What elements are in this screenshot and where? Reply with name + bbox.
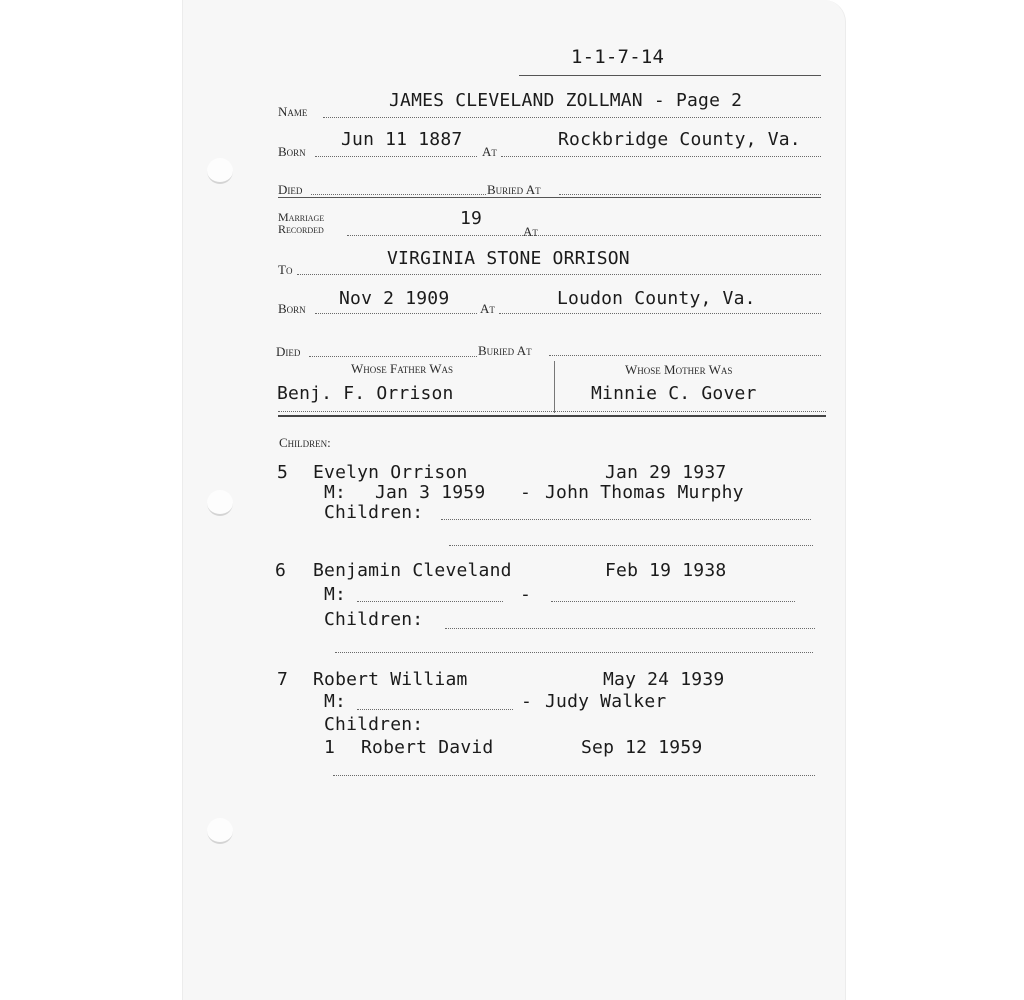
father-label: Whose Father Was xyxy=(351,361,454,376)
child-name: Benjamin Cleveland xyxy=(313,560,512,581)
mother-label: Whose Mother Was xyxy=(625,362,733,377)
child-marriage-label: M: xyxy=(324,482,347,503)
parents-line xyxy=(278,411,826,412)
child-children-label: Children: xyxy=(324,714,424,735)
child-marriage-label: M: xyxy=(324,584,347,605)
grandchild-number: 1 xyxy=(324,737,336,758)
child-marriage-dash: - xyxy=(521,691,533,712)
subject-name: JAMES CLEVELAND ZOLLMAN - Page 2 xyxy=(389,90,743,111)
to-line xyxy=(297,274,821,275)
spouse-born-place-line xyxy=(499,313,821,314)
born-date-line xyxy=(315,156,477,157)
child-birth-date: May 24 1939 xyxy=(603,669,725,690)
spouse-born-at-label: At xyxy=(480,301,495,316)
child-marriage-date: Jan 3 1959 xyxy=(375,482,486,503)
child-children-line xyxy=(441,519,811,520)
children-heading: Children: xyxy=(279,435,331,450)
child-number: 7 xyxy=(277,669,289,690)
marriage-at-label: At xyxy=(523,224,538,239)
grandchild-name: Robert David xyxy=(361,737,494,758)
child-spouse: Judy Walker xyxy=(545,691,667,712)
spouse-died-label: Died xyxy=(276,344,301,359)
child-spouse: John Thomas Murphy xyxy=(545,482,744,503)
punch-hole-bottom xyxy=(207,818,233,844)
child-children-label: Children: xyxy=(324,609,424,630)
spouse-born-date: Nov 2 1909 xyxy=(339,288,450,309)
subject-born-place: Rockbridge County, Va. xyxy=(558,129,801,150)
marriage-line xyxy=(347,235,821,236)
record-id: 1-1-7-14 xyxy=(571,46,665,68)
spouse-born-label: Born xyxy=(278,301,306,316)
child-children-line-2 xyxy=(335,652,813,653)
died-rule xyxy=(278,197,821,198)
died-label: Died xyxy=(278,182,303,197)
child-children-line xyxy=(445,628,815,629)
child-name: Evelyn Orrison xyxy=(313,462,468,483)
punch-hole-middle xyxy=(207,490,233,516)
buried-line xyxy=(559,194,821,195)
spouse-died-line xyxy=(309,356,477,357)
buried-at-label: Buried At xyxy=(487,182,541,197)
child-birth-date: Feb 19 1938 xyxy=(605,560,727,581)
spouse-name: VIRGINIA STONE ORRISON xyxy=(387,248,630,269)
spouse-buried-line xyxy=(549,355,821,356)
marriage-label: Marriage xyxy=(278,210,325,224)
child-name: Robert William xyxy=(313,669,468,690)
subject-born-date: Jun 11 1887 xyxy=(341,129,463,150)
spouse-born-date-line xyxy=(315,313,477,314)
child-marriage-dash: - xyxy=(520,584,532,605)
child-marriage-label: M: xyxy=(324,691,347,712)
marriage-year-prefix: 19 xyxy=(460,208,483,229)
child-marriage-dash: - xyxy=(520,482,532,503)
spouse-father: Benj. F. Orrison xyxy=(277,383,454,404)
grandchild-birth-date: Sep 12 1959 xyxy=(581,737,703,758)
spouse-born-place: Loudon County, Va. xyxy=(557,288,756,309)
record-id-rule xyxy=(519,75,821,76)
child-children-label: Children: xyxy=(324,502,424,523)
child-children-line-2 xyxy=(449,545,813,546)
grandchild-line xyxy=(333,775,815,776)
name-line xyxy=(323,117,821,118)
child-spouse-line xyxy=(551,601,795,602)
child-marriage-line xyxy=(357,709,513,710)
parents-divider xyxy=(554,361,555,413)
spouse-mother: Minnie C. Gover xyxy=(591,383,757,404)
spouse-buried-at-label: Buried At xyxy=(478,343,532,358)
died-line xyxy=(311,194,486,195)
recorded-label: Recorded xyxy=(278,222,324,236)
to-label: To xyxy=(278,262,293,277)
born-place-line xyxy=(501,156,821,157)
child-marriage-line xyxy=(357,601,503,602)
child-birth-date: Jan 29 1937 xyxy=(605,462,727,483)
record-card xyxy=(182,0,846,1000)
child-number: 5 xyxy=(277,462,289,483)
born-label: Born xyxy=(278,144,306,159)
child-number: 6 xyxy=(275,560,287,581)
name-label: Name xyxy=(278,104,308,119)
born-at-label: At xyxy=(482,144,497,159)
punch-hole-top xyxy=(207,158,233,184)
parents-rule xyxy=(278,415,826,417)
